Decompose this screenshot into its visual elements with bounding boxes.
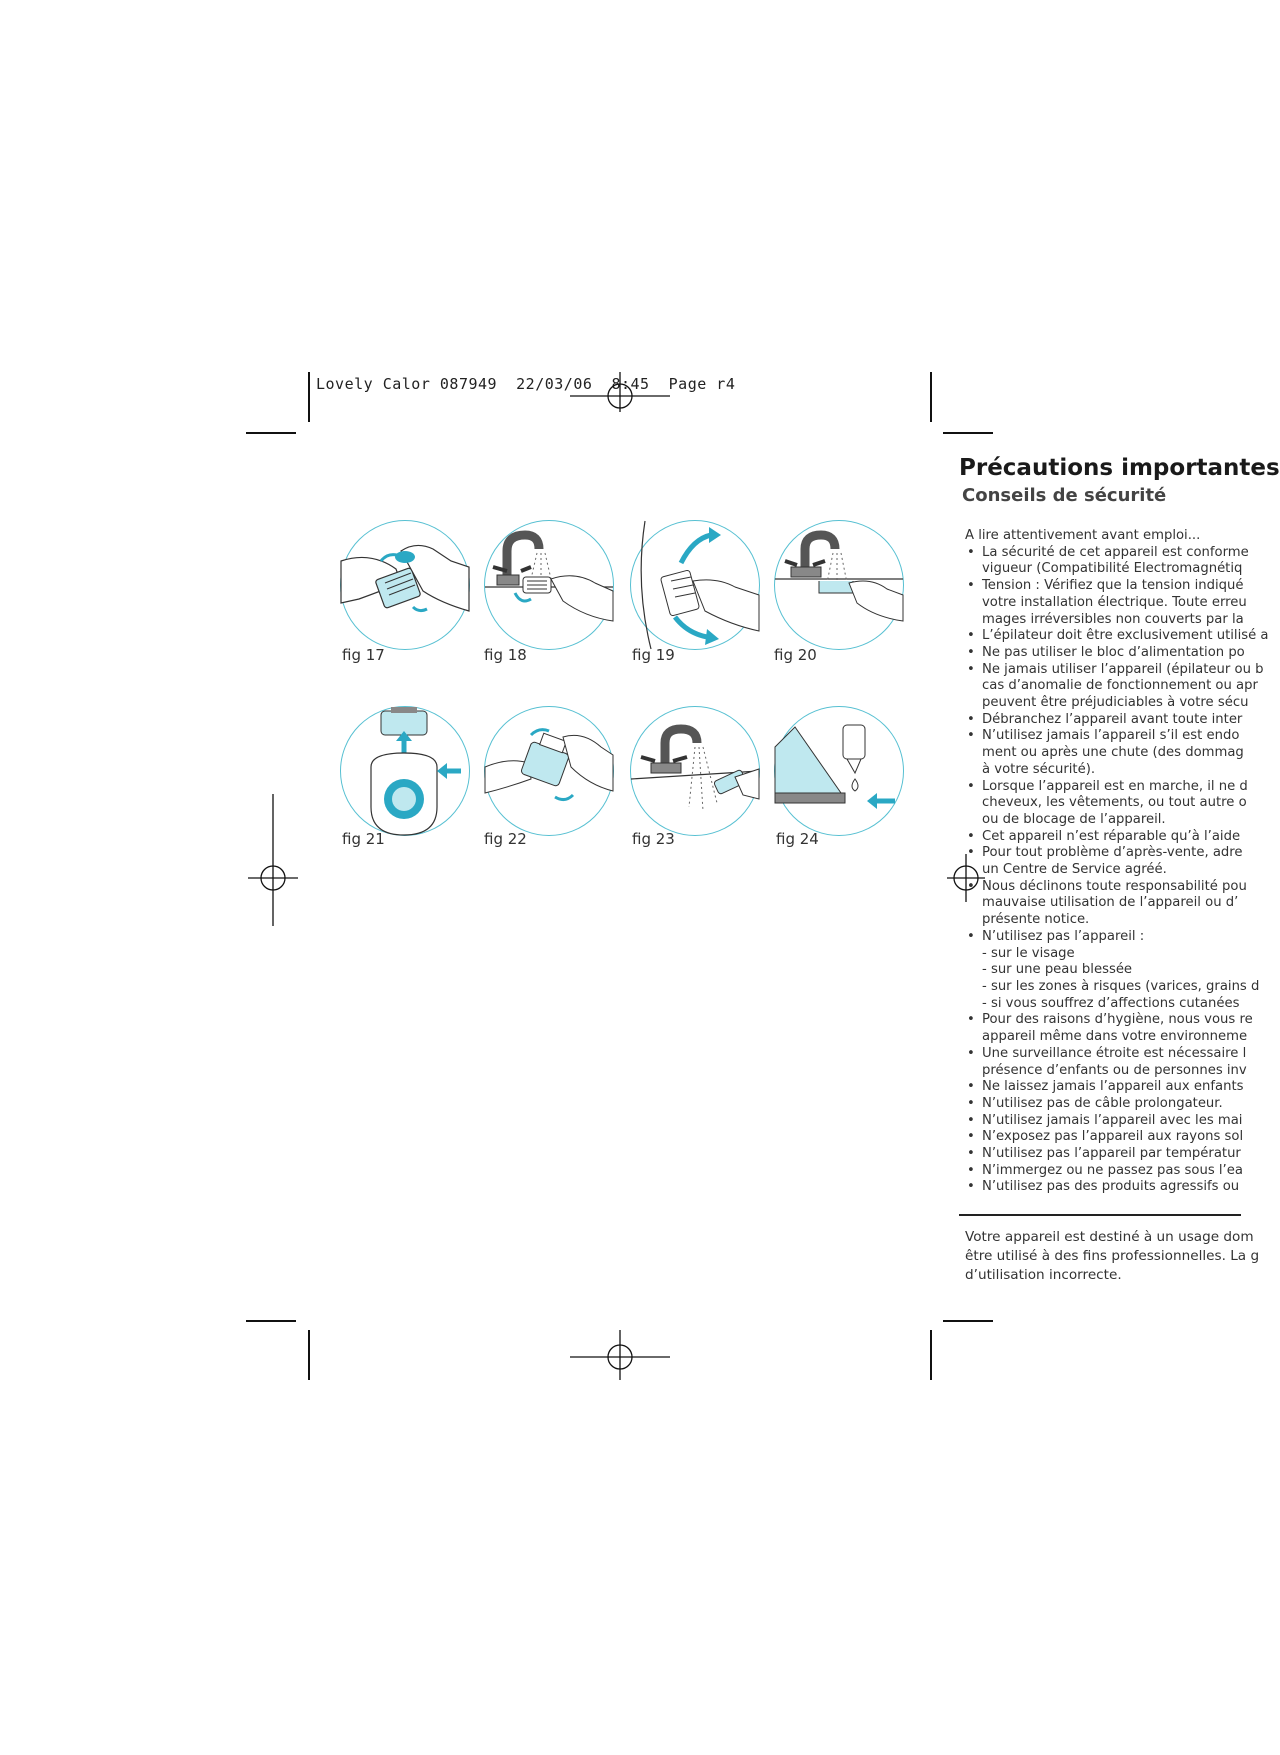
safety-list [965, 544, 1269, 1196]
list-item: • N’utilisez pas des produits agressifs ou [967, 1179, 1240, 1195]
list-item: • Cet appareil n’est réparable qu’à l’aide [967, 828, 1241, 844]
list-item: • La sécurité de cet appareil est conforme vigueur (Compatibilité Electromagnétiq [967, 544, 1249, 577]
oil-drop-icon [774, 706, 904, 836]
figure-caption: fig 24 [776, 830, 819, 848]
footer-line: Votre appareil est destiné à un usage dom [965, 1229, 1254, 1245]
list-item: • Pour des raisons d’hygiène, nous vous re appareil même dans votre environneme [967, 1012, 1253, 1045]
intro-line: A lire attentivement avant emploi... [965, 528, 1201, 543]
section-subtitle: Conseils de sécurité [962, 485, 1167, 506]
brush-cleaning-icon [340, 520, 470, 650]
list-item: • N’utilisez pas de câble prolongateur. [967, 1095, 1223, 1111]
registration-mark-top [560, 362, 680, 412]
attach-head-icon [340, 706, 470, 836]
list-item: • Débranchez l’appareil avant toute inter [967, 711, 1243, 727]
list-item: • N’utilisez pas l’appareil par températur [967, 1146, 1241, 1162]
list-item: • N’utilisez jamais l’appareil avec les mai [967, 1112, 1243, 1128]
figure-caption: fig 19 [632, 646, 675, 664]
list-item: • Nous déclinons toute responsabilité pou mauvaise utilisation de l’appareil ou d’ présente notice. [967, 878, 1247, 928]
figure-caption: fig 23 [632, 830, 675, 848]
figure-caption: fig 18 [484, 646, 527, 664]
section-title: Précautions importantes [959, 455, 1280, 481]
tap-rinse-icon [484, 520, 614, 650]
footer-line: d’utilisation incorrecte. [965, 1267, 1122, 1283]
figure-caption: fig 21 [342, 830, 385, 848]
tap-rinse-head-icon [774, 520, 904, 650]
registration-mark-bottom [560, 1330, 680, 1390]
print-slug: Lovely Calor 087949 22/03/06 8:45 Page r4 [316, 375, 736, 393]
list-item: • Tension : Vérifiez que la tension indiqué votre installation électrique. Toute erreu mages irréversibles non couverts par la [967, 578, 1247, 627]
tap-rinse-shaver-icon [630, 706, 760, 836]
list-item: • N’utilisez pas l’appareil : - sur le visage - sur une peau blessée - sur les zones à risques (varices, grains d - si vous souffrez d’affections cutanées [967, 928, 1260, 1011]
list-item: • Une surveillance étroite est nécessaire l présence d’enfants ou de personnes inv [967, 1045, 1247, 1078]
list-item: • N’immergez ou ne passez pas sous l’ea [967, 1162, 1243, 1178]
brush-head-icon [484, 706, 614, 836]
safety-text [965, 528, 1269, 1196]
safety-section [959, 455, 1280, 1305]
list-item: • Ne jamais utiliser l’appareil (épilateur ou b cas d’anomalie de fonctionnement ou apr peuvent être préjudiciables à votre sécu [967, 661, 1264, 711]
registration-mark-left [240, 794, 300, 934]
list-item: • Ne pas utiliser le bloc d’alimentation po [967, 644, 1245, 660]
list-item: • N’exposez pas l’appareil aux rayons sol [967, 1129, 1244, 1145]
list-item: • L’épilateur doit être exclusivement utilisé a [967, 628, 1269, 644]
footer-line: être utilisé à des fins professionnelles. La g [965, 1248, 1260, 1264]
list-item: • Ne laissez jamais l’appareil aux enfants [967, 1079, 1244, 1095]
list-item: • Lorsque l’appareil est en marche, il ne d cheveux, les vêtements, ou tout autre o ou de blocage de l’appareil. [967, 778, 1248, 827]
list-item: • Pour tout problème d’après-vente, adre un Centre de Service agréé. [967, 845, 1243, 878]
figure-caption: fig 22 [484, 830, 527, 848]
figure-caption: fig 17 [342, 646, 385, 664]
footer-note [965, 1228, 1260, 1285]
section-divider [959, 1214, 1241, 1216]
figure-caption: fig 20 [774, 646, 817, 664]
shake-dry-icon [630, 520, 760, 650]
list-item: • N’utilisez jamais l’appareil s’il est endo ment ou après une chute (des dommag à votre sécurité). [967, 728, 1244, 777]
